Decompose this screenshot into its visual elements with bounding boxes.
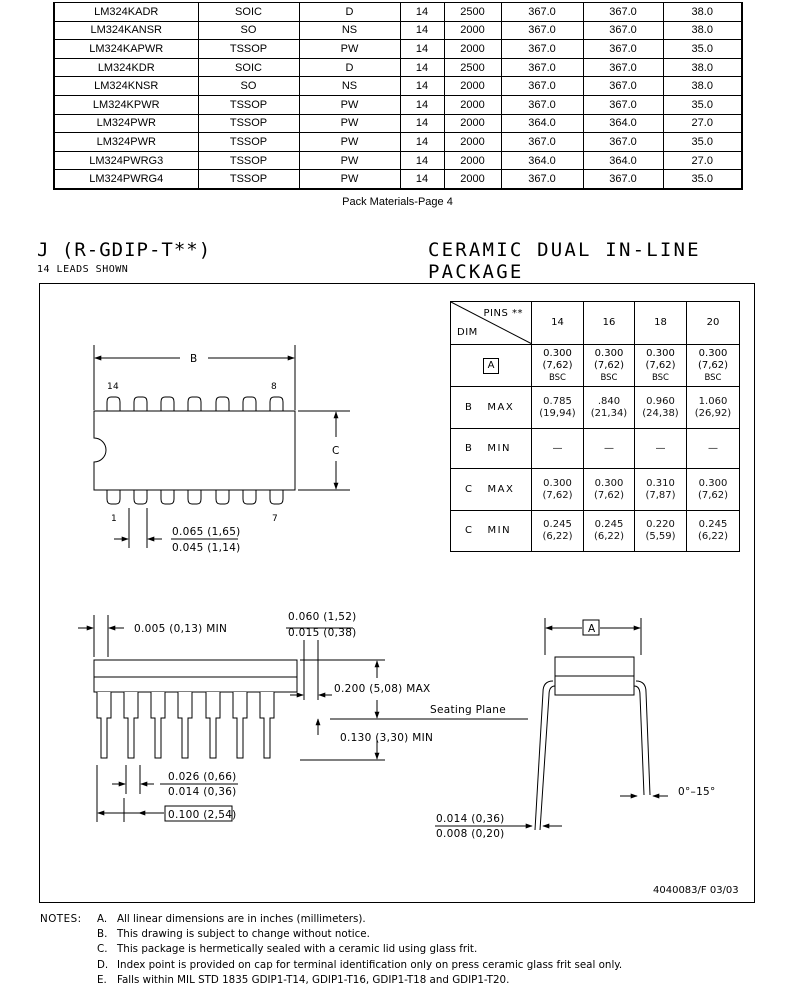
- table-cell-drawing: D: [299, 3, 400, 22]
- notes-label: NOTES:: [40, 913, 82, 925]
- table-cell-device: LM324KANSR: [54, 21, 198, 40]
- table-cell-package: TSSOP: [198, 151, 299, 170]
- dim-label: DIM: [457, 327, 478, 338]
- offset-min-label: 0.005 (0,13) MIN: [134, 623, 228, 635]
- pin-8-label: 8: [271, 382, 278, 392]
- side-view: [78, 615, 528, 822]
- dim-row: [451, 387, 740, 429]
- table-cell-height: 38.0: [663, 3, 742, 22]
- table-cell-pins: 14: [400, 95, 444, 114]
- table-cell-height: 38.0: [663, 77, 742, 96]
- table-cell-drawing: PW: [299, 133, 400, 152]
- table-cell-pins: 14: [400, 21, 444, 40]
- shoulder-max-label: 0.060 (1,52): [288, 611, 357, 623]
- lead-t-max: 0.014 (0,36): [436, 813, 505, 825]
- table-cell-device: LM324PWRG4: [54, 170, 198, 189]
- lead-thickness-min: 0.014 (0,36): [168, 786, 237, 798]
- top-lead: [188, 397, 201, 411]
- top-lead: [216, 397, 229, 411]
- table-cell-width: 364.0: [583, 151, 663, 170]
- pins-col: 16: [584, 302, 635, 345]
- pins-col: 14: [532, 302, 584, 345]
- table-cell-device: LM324PWR: [54, 114, 198, 133]
- table-cell-package: TSSOP: [198, 114, 299, 133]
- dim-cell: —: [532, 429, 584, 469]
- side-lead: [233, 692, 247, 758]
- table-cell-drawing: D: [299, 58, 400, 77]
- table-cell-length: 364.0: [501, 151, 583, 170]
- shoulder-min-label: 0.015 (0,38): [288, 627, 357, 639]
- dim-cell: 0.300 (7,62): [687, 469, 740, 511]
- table-cell-pins: 14: [400, 133, 444, 152]
- dim-cell: —: [687, 429, 740, 469]
- table-cell-drawing: PW: [299, 40, 400, 59]
- dim-cell: 0.785 (19,94): [532, 387, 584, 429]
- note-item: E. Falls within MIL STD 1835 GDIP1-T14, GDIP1-T16, GDIP1-T18 and GDIP1-T20.: [97, 974, 510, 986]
- table-cell-height: 35.0: [663, 95, 742, 114]
- table-cell-drawing: PW: [299, 114, 400, 133]
- table-cell-height: 27.0: [663, 114, 742, 133]
- side-lead: [260, 692, 274, 758]
- dim-row: [451, 469, 740, 511]
- table-cell-device: LM324KADR: [54, 3, 198, 22]
- table-cell-drawing: PW: [299, 151, 400, 170]
- dimensions-table: [450, 301, 740, 552]
- dim-cell: 0.245 (6,22): [687, 511, 740, 552]
- table-cell-height: 35.0: [663, 133, 742, 152]
- table-cell-height: 35.0: [663, 40, 742, 59]
- dim-a-cell: 0.300 (7,62) BSC: [687, 345, 740, 387]
- table-cell-package: TSSOP: [198, 170, 299, 189]
- dim-a-cell: 0.300 (7,62) BSC: [532, 345, 584, 387]
- pin-7-label: 7: [272, 514, 279, 524]
- table-cell-package: SO: [198, 77, 299, 96]
- table-cell-pins: 14: [400, 58, 444, 77]
- note-item: A. All linear dimensions are in inches (millimeters).: [97, 913, 366, 925]
- table-cell-height: 38.0: [663, 21, 742, 40]
- dim-row-label: B MIN: [451, 429, 532, 469]
- bottom-lead: [134, 490, 147, 504]
- dim-b-label: B: [190, 353, 198, 365]
- pins-col: 20: [687, 302, 740, 345]
- package-code: J (R-GDIP-T**): [37, 239, 212, 261]
- table-cell-pins: 14: [400, 170, 444, 189]
- note-item: D. Index point is provided on cap for terminal identification only on press ceramic glass frit seal only.: [97, 959, 623, 971]
- page-footer: Pack Materials-Page 4: [342, 196, 453, 208]
- table-cell-device: LM324KAPWR: [54, 40, 198, 59]
- table-cell-package: SOIC: [198, 3, 299, 22]
- top-lead: [243, 397, 256, 411]
- bottom-lead: [270, 490, 283, 504]
- dim-cell: —: [635, 429, 687, 469]
- dim-cell: —: [584, 429, 635, 469]
- table-cell-width: 367.0: [583, 21, 663, 40]
- dim-c-label: C: [332, 445, 340, 457]
- table-cell-spq: 2000: [444, 114, 501, 133]
- table-cell-pins: 14: [400, 151, 444, 170]
- table-cell-drawing: PW: [299, 95, 400, 114]
- table-cell-height: 38.0: [663, 58, 742, 77]
- table-cell-length: 367.0: [501, 170, 583, 189]
- table-cell-length: 364.0: [501, 114, 583, 133]
- dim-row: [451, 429, 740, 469]
- table-cell-device: LM324KDR: [54, 58, 198, 77]
- bottom-lead: [216, 490, 229, 504]
- table-cell-width: 367.0: [583, 58, 663, 77]
- bottom-lead: [188, 490, 201, 504]
- table-cell-device: LM324KPWR: [54, 95, 198, 114]
- dim-cell: 0.310 (7,87): [635, 469, 687, 511]
- table-cell-spq: 2500: [444, 58, 501, 77]
- table-cell-device: LM324KNSR: [54, 77, 198, 96]
- table-cell-spq: 2000: [444, 77, 501, 96]
- table-cell-pins: 14: [400, 77, 444, 96]
- dim-row-label: B MAX: [451, 387, 532, 429]
- height-max-label: 0.200 (5,08) MAX: [334, 683, 431, 695]
- dim-a-row-label: [451, 345, 532, 387]
- table-cell-width: 367.0: [583, 40, 663, 59]
- lead-length-label: 0.130 (3,30) MIN: [340, 732, 434, 744]
- table-cell-width: 367.0: [583, 133, 663, 152]
- top-lead: [134, 397, 147, 411]
- table-cell-spq: 2500: [444, 3, 501, 22]
- dim-a-cell: 0.300 (7,62) BSC: [584, 345, 635, 387]
- top-lead: [270, 397, 283, 411]
- leads-shown-label: 14 LEADS SHOWN: [37, 264, 129, 275]
- table-cell-spq: 2000: [444, 21, 501, 40]
- table-cell-width: 364.0: [583, 114, 663, 133]
- pin-1-label: 1: [111, 514, 118, 524]
- table-cell-package: SOIC: [198, 58, 299, 77]
- dim-cell: 0.245 (6,22): [532, 511, 584, 552]
- table-cell-drawing: NS: [299, 77, 400, 96]
- table-cell-height: 35.0: [663, 170, 742, 189]
- table-cell-length: 367.0: [501, 133, 583, 152]
- table-cell-spq: 2000: [444, 40, 501, 59]
- drawing-number: 4040083/F 03/03: [653, 885, 739, 896]
- table-cell-length: 367.0: [501, 77, 583, 96]
- side-lead: [151, 692, 165, 758]
- table-cell-device: LM324PWR: [54, 133, 198, 152]
- table-cell-length: 367.0: [501, 3, 583, 22]
- dim-a-cell: 0.300 (7,62) BSC: [635, 345, 687, 387]
- table-cell-package: TSSOP: [198, 95, 299, 114]
- top-lead: [107, 397, 120, 411]
- side-lead: [97, 692, 111, 758]
- table-cell-length: 367.0: [501, 95, 583, 114]
- table-cell-pins: 14: [400, 114, 444, 133]
- table-cell-device: LM324PWRG3: [54, 151, 198, 170]
- pins-col: 18: [635, 302, 687, 345]
- table-cell-package: TSSOP: [198, 133, 299, 152]
- dim-cell: 1.060 (26,92): [687, 387, 740, 429]
- table-cell-width: 367.0: [583, 77, 663, 96]
- side-lead: [206, 692, 220, 758]
- dim-a-box: A: [483, 358, 500, 374]
- table-cell-drawing: PW: [299, 170, 400, 189]
- pin-14-label: 14: [107, 382, 120, 392]
- lead-width-max: 0.065 (1,65): [172, 526, 241, 538]
- bottom-lead: [161, 490, 174, 504]
- table-cell-spq: 2000: [444, 95, 501, 114]
- table-cell-width: 367.0: [583, 3, 663, 22]
- pins-label: PINS **: [483, 308, 523, 319]
- lead-t-min: 0.008 (0,20): [436, 828, 505, 840]
- bottom-lead: [107, 490, 120, 504]
- table-cell-spq: 2000: [444, 170, 501, 189]
- table-cell-length: 367.0: [501, 58, 583, 77]
- table-cell-pins: 14: [400, 3, 444, 22]
- end-view-a-label: A: [588, 623, 596, 635]
- table-cell-width: 367.0: [583, 170, 663, 189]
- table-cell-package: TSSOP: [198, 40, 299, 59]
- note-item: C. This package is hermetically sealed with a ceramic lid using glass frit.: [97, 943, 478, 955]
- side-lead: [178, 692, 192, 758]
- table-cell-length: 367.0: [501, 21, 583, 40]
- side-lead: [124, 692, 138, 758]
- table-cell-spq: 2000: [444, 151, 501, 170]
- table-cell-spq: 2000: [444, 133, 501, 152]
- dim-cell: 0.960 (24,38): [635, 387, 687, 429]
- lead-thickness-max: 0.026 (0,66): [168, 771, 237, 783]
- end-view: [435, 618, 668, 830]
- table-cell-drawing: NS: [299, 21, 400, 40]
- table-cell-height: 27.0: [663, 151, 742, 170]
- bottom-lead: [243, 490, 256, 504]
- table-cell-pins: 14: [400, 40, 444, 59]
- dim-row-label: C MAX: [451, 469, 532, 511]
- dim-cell: .840 (21,34): [584, 387, 635, 429]
- lead-width-min: 0.045 (1,14): [172, 542, 241, 554]
- top-lead: [161, 397, 174, 411]
- top-view: [94, 345, 350, 548]
- angle-label: 0°–15°: [678, 786, 716, 798]
- table-cell-width: 367.0: [583, 95, 663, 114]
- dim-row: [451, 511, 740, 552]
- table-cell-length: 367.0: [501, 40, 583, 59]
- pitch-label: 0.100 (2,54): [168, 809, 237, 821]
- dim-cell: 0.300 (7,62): [584, 469, 635, 511]
- package-title: CERAMIC DUAL IN-LINE PACKAGE: [428, 239, 701, 283]
- seating-plane-label: Seating Plane: [430, 704, 506, 716]
- dim-cell: 0.300 (7,62): [532, 469, 584, 511]
- note-item: B. This drawing is subject to change without notice.: [97, 928, 370, 940]
- dim-table-corner: [451, 302, 532, 345]
- table-cell-package: SO: [198, 21, 299, 40]
- dim-cell: 0.245 (6,22): [584, 511, 635, 552]
- dim-row-label: C MIN: [451, 511, 532, 552]
- dim-cell: 0.220 (5,59): [635, 511, 687, 552]
